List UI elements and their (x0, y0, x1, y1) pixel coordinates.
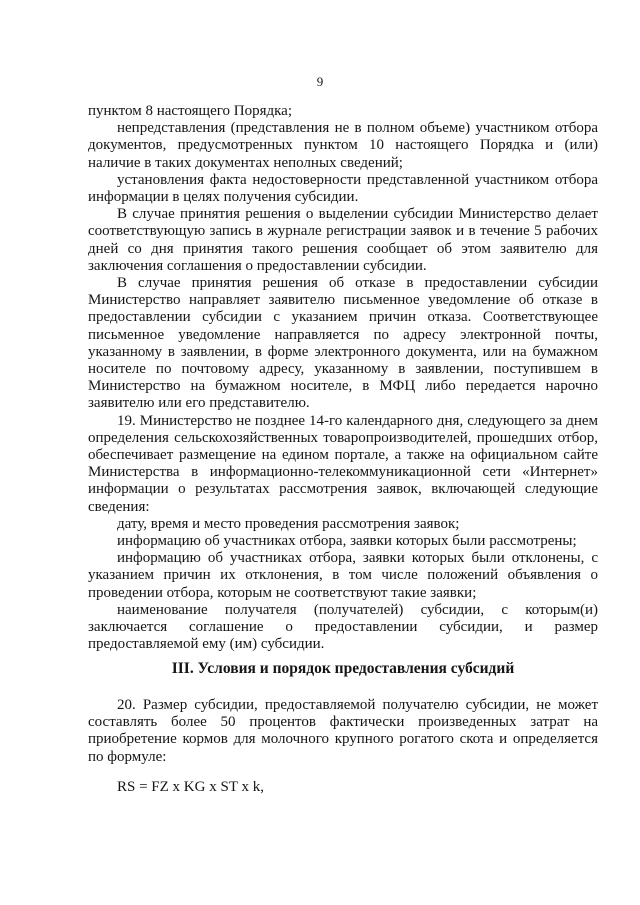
paragraph-item-19: 19. Министерство не позднее 14-го календарного дня, следующего за днем определения сельскохозяйственных товаропроизводителей, прошедших отбор, обеспечивает размещение на едином портале, а также на официальном сайте Министерства в информационно-телекоммуникационной сети «Интернет» информации о результатах рассмотрения заявок, включающей следующие сведения: (88, 412, 598, 515)
formula: RS = FZ x KG x ST x k, (117, 779, 264, 795)
page-number: 9 (316, 74, 324, 89)
paragraph-nonsubmission: непредставления (представления не в полном объеме) участником отбора документов, предусмотренных пунктом 10 настоящего Порядка и (или) наличие в таких документах неполных сведений; (88, 120, 598, 171)
list-item-rejected-applicants: информацию об участниках отбора, заявки которых были отклонены, с указанием причин их отклонения, в том числе положений объявления о проведении отбора, которым не соответствуют такие заявки; (88, 550, 598, 601)
list-item-reviewed-applicants: информацию об участниках отбора, заявки которых были рассмотрены; (117, 533, 577, 550)
paragraph-inaccuracy: установления факта недостоверности представленной участником отбора информации в целях получения субсидии. (88, 171, 598, 206)
paragraph-refusal-decision: В случае принятия решения об отказе в предоставлении субсидии Министерство направляет заявителю письменное уведомление об отказе в предоставлении субсидии с указанием причин отказа. Соответствующее письменное уведомление направляется по адресу электронной почты, указанному в заявлении, в форме электронного документа, или на бумажном носителе по почтовому адресу, указанному в заявлении, поступившем в Министерство на бумажном носителе, в МФЦ либо передается нарочно заявителю или его представителю. (88, 275, 598, 412)
section-heading: III. Условия и порядок предоставления субсидий (171, 660, 515, 677)
list-item-date-time-place: дату, время и место проведения рассмотрения заявок; (117, 515, 460, 532)
paragraph-continuation: пунктом 8 настоящего Порядка; (88, 103, 293, 119)
list-item-recipients: наименование получателя (получателей) субсидии, с которым(и) заключается соглашение о предоставлении субсидии, и размер предоставляемой ему (им) субсидии. (88, 601, 598, 653)
paragraph-grant-decision: В случае принятия решения о выделении субсидии Министерство делает соответствующую запись в журнале регистрации заявок и в течение 5 рабочих дней со дня принятия такого решения сообщает об этом заявителю для заключения соглашения о предоставлении субсидии. (88, 206, 598, 274)
section-text (88, 697, 598, 766)
body-text (88, 103, 598, 654)
paragraph-item-20: 20. Размер субсидии, предоставляемой получателю субсидии, не может составлять более 50 процентов фактически произведенных затрат на приобретение кормов для молочного крупного рогатого скота и определяется по формуле: (88, 697, 598, 765)
